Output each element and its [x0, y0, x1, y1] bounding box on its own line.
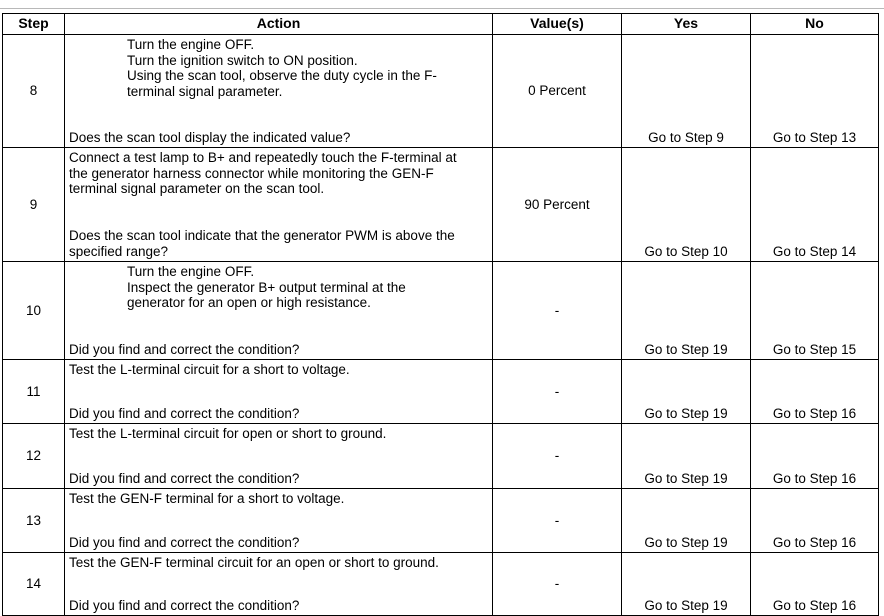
instruction-line: Test the GEN-F terminal for a short to voltage. — [69, 491, 345, 506]
table-row — [3, 553, 879, 616]
instruction-line: Inspect the generator B+ output terminal at the — [127, 279, 406, 295]
question — [69, 342, 488, 358]
question — [69, 471, 488, 487]
yes-cell: Go to Step 19 — [622, 424, 751, 489]
step-number: 9 — [3, 148, 65, 262]
question — [69, 130, 488, 146]
action-cell — [65, 35, 493, 148]
header-action: Action — [65, 14, 493, 35]
instructions — [65, 553, 492, 571]
instruction-line: Turn the ignition switch to ON position. — [127, 52, 358, 68]
instruction-line: Test the L-terminal circuit for open or short to ground. — [69, 426, 387, 441]
step-number: 13 — [3, 489, 65, 553]
instruction-line: the generator harness connector while monitoring the GEN-F — [69, 165, 434, 181]
yes-cell: Go to Step 19 — [622, 360, 751, 424]
no-cell: Go to Step 16 — [751, 360, 879, 424]
instruction-line: terminal signal parameter. — [127, 83, 283, 99]
instruction-line: Using the scan tool, observe the duty cycle in the F- — [127, 68, 437, 83]
instruction-line: Connect a test lamp to B+ and repeatedly touch the F-terminal at — [69, 150, 457, 165]
question — [69, 406, 488, 422]
question-line: Does the scan tool display the indicated value? — [69, 129, 351, 145]
question-line: Did you find and correct the condition? — [69, 341, 300, 357]
instruction-line: Turn the engine OFF. — [127, 264, 255, 279]
header-row — [3, 14, 879, 35]
instruction-line: Test the L-terminal circuit for a short to voltage. — [69, 362, 350, 377]
question — [69, 535, 488, 551]
table-row — [3, 424, 879, 489]
instructions — [65, 148, 492, 197]
value-cell: - — [493, 553, 622, 616]
step-number: 10 — [3, 262, 65, 360]
no-cell: Go to Step 16 — [751, 489, 879, 553]
no-cell: Go to Step 16 — [751, 553, 879, 616]
step-number: 12 — [3, 424, 65, 489]
no-cell: Go to Step 15 — [751, 262, 879, 360]
instructions — [65, 360, 492, 378]
action-cell — [65, 262, 493, 360]
yes-cell: Go to Step 19 — [622, 262, 751, 360]
no-cell: Go to Step 16 — [751, 424, 879, 489]
step-number: 8 — [3, 35, 65, 148]
table-row — [3, 360, 879, 424]
header-step: Step — [3, 14, 65, 35]
action-cell — [65, 148, 493, 262]
question-line: Does the scan tool indicate that the generator PWM is above the — [69, 228, 455, 243]
table-row — [3, 35, 879, 148]
instruction-line: Test the GEN-F terminal circuit for an open or short to ground. — [69, 555, 439, 570]
instructions — [65, 262, 492, 311]
instructions — [65, 489, 492, 507]
question-line: Did you find and correct the condition? — [69, 470, 300, 486]
header-no: No — [751, 14, 879, 35]
value-cell: - — [493, 360, 622, 424]
instruction-line: generator for an open or high resistance. — [127, 295, 371, 310]
yes-cell: Go to Step 19 — [622, 553, 751, 616]
value-cell: 90 Percent — [493, 148, 622, 262]
instructions — [65, 35, 492, 99]
question-line: Did you find and correct the condition? — [69, 597, 300, 613]
yes-cell: Go to Step 19 — [622, 489, 751, 553]
question-line: Did you find and correct the condition? — [69, 405, 300, 421]
no-cell: Go to Step 13 — [751, 35, 879, 148]
action-cell — [65, 360, 493, 424]
action-cell — [65, 553, 493, 616]
yes-cell: Go to Step 10 — [622, 148, 751, 262]
question-line: specified range? — [69, 243, 169, 259]
value-cell: - — [493, 424, 622, 489]
question-line: Did you find and correct the condition? — [69, 534, 300, 550]
value-cell: - — [493, 262, 622, 360]
table-row — [3, 148, 879, 262]
header-values: Value(s) — [493, 14, 622, 35]
yes-cell: Go to Step 9 — [622, 35, 751, 148]
action-cell — [65, 489, 493, 553]
table-row — [3, 262, 879, 360]
step-number: 14 — [3, 553, 65, 616]
instruction-line: terminal signal parameter on the scan tool. — [69, 181, 325, 196]
instructions — [65, 424, 492, 442]
table-row — [3, 489, 879, 553]
value-cell: 0 Percent — [493, 35, 622, 148]
diagnostic-table — [2, 13, 879, 616]
no-cell: Go to Step 14 — [751, 148, 879, 262]
header-yes: Yes — [622, 14, 751, 35]
action-cell — [65, 424, 493, 489]
question — [69, 228, 488, 259]
value-cell: - — [493, 489, 622, 553]
question — [69, 598, 488, 614]
instruction-line: Turn the engine OFF. — [127, 37, 255, 52]
step-number: 11 — [3, 360, 65, 424]
window-top-edge — [0, 0, 884, 9]
